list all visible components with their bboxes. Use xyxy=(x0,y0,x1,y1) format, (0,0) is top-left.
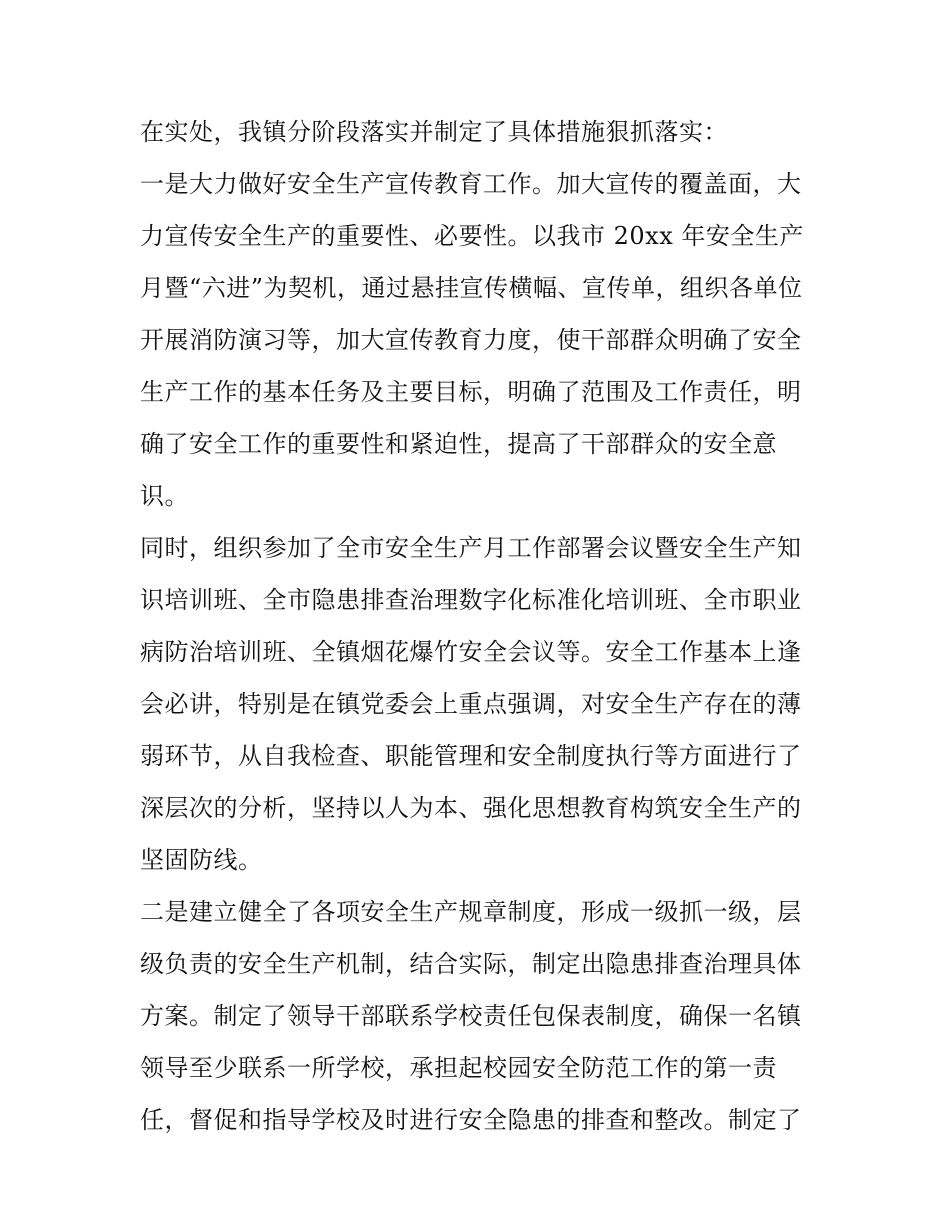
text-line: 同时，组织参加了全市安全生产月工作部署会议暨安全生产知 xyxy=(140,534,802,562)
text-line: 二是建立健全了各项安全生产规章制度，形成一级抓一级，层 xyxy=(140,898,802,926)
text-line: 确了安全工作的重要性和紧迫性，提高了干部群众的安全意 xyxy=(140,430,777,458)
text-line: 级负责的安全生产机制，结合实际，制定出隐患排查治理具体 xyxy=(140,950,802,978)
text-line: 生产工作的基本任务及主要目标，明确了范围及工作责任，明 xyxy=(140,378,802,406)
text-line: 一是大力做好安全生产宣传教育工作。加大宣传的覆盖面，大 xyxy=(140,170,802,198)
text-line: 在实处，我镇分阶段落实并制定了具体措施狠抓落实： xyxy=(140,118,728,146)
document-body xyxy=(140,106,820,1146)
text-line: 开展消防演习等，加大宣传教育力度，使干部群众明确了安全 xyxy=(140,326,802,354)
text-line: 领导至少联系一所学校，承担起校园安全防范工作的第一责 xyxy=(140,1054,777,1082)
text-line: 任，督促和指导学校及时进行安全隐患的排查和整改。制定了 xyxy=(140,1106,802,1134)
text-line: 弱环节，从自我检查、职能管理和安全制度执行等方面进行了 xyxy=(140,742,802,770)
text-line: 深层次的分析，坚持以人为本、强化思想教育构筑安全生产的 xyxy=(140,794,802,822)
text-line: 识培训班、全市隐患排查治理数字化标准化培训班、全市职业 xyxy=(140,586,802,614)
text-line: 病防治培训班、全镇烟花爆竹安全会议等。安全工作基本上逢 xyxy=(140,638,802,666)
text-line: 会必讲，特别是在镇党委会上重点强调，对安全生产存在的薄 xyxy=(140,690,802,718)
text-line: 力宣传安全生产的重要性、必要性。以我市 20xx 年安全生产 xyxy=(140,222,804,250)
text-line: 月暨“六进”为契机，通过悬挂宣传横幅、宣传单，组织各单位 xyxy=(140,274,803,302)
text-line: 方案。制定了领导干部联系学校责任包保表制度，确保一名镇 xyxy=(140,1002,802,1030)
text-line: 坚固防线。 xyxy=(140,846,263,874)
text-line: 识。 xyxy=(140,482,189,510)
